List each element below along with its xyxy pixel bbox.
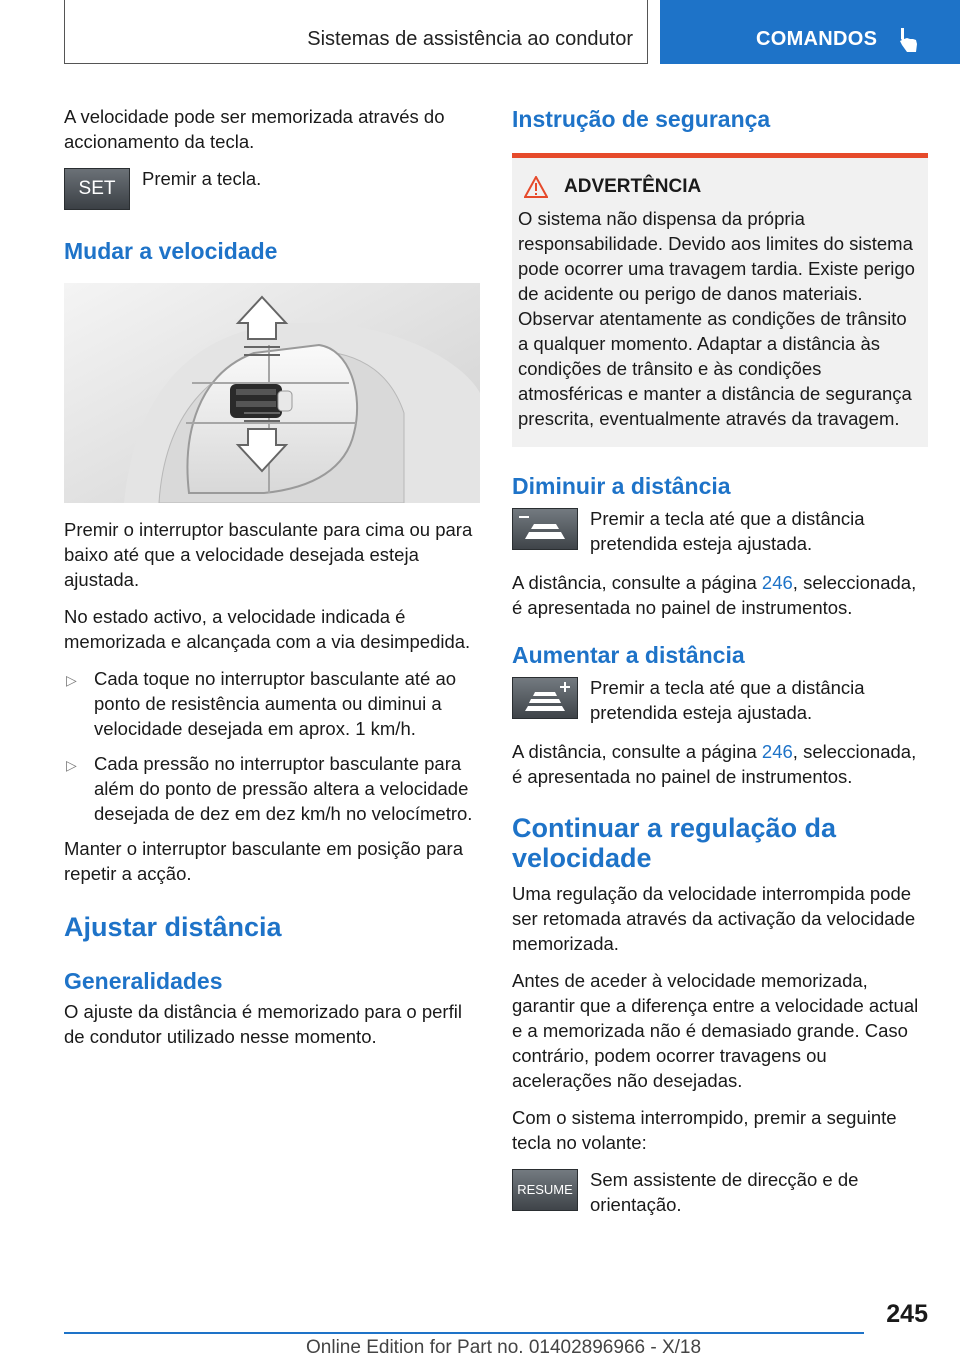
bullet-text: Cada toque no interruptor basculante até ao ponto de resistência aumenta ou diminui a velocidade desejada em aprox. 1 km/h. [94, 668, 457, 739]
decrease-distance-text: Premir a tecla até que a distância pretendida esteja ajustada. [590, 508, 865, 554]
generalidades-text: O ajuste da distância é memorizado para o perfil de condutor utilizado nesse momento. [64, 1001, 462, 1047]
intro-text: A velocidade pode ser memorizada através do accionamento da tecla. [64, 106, 445, 152]
warning-header [518, 176, 920, 198]
continue-text-3: Com o sistema interrompido, premir a seguinte tecla no volante: [512, 1107, 897, 1153]
heading-diminuir-distancia: Diminuir a distância [512, 473, 731, 499]
increase-distance-row [512, 675, 928, 725]
increase-distance-text: Premir a tecla até que a distância pretendida esteja ajustada. [590, 677, 865, 723]
heading-generalidades: Generalidades [64, 968, 223, 994]
decrease-distance-key-icon [512, 508, 578, 550]
page-number: 245 [886, 1300, 928, 1328]
rocker-instruction: Premir o interruptor basculante para cima ou para baixo até que a velocidade desejada esteja ajustada. [64, 519, 473, 590]
speed-bullet-list [64, 666, 480, 826]
increase-ref-prefix: A distância, consulte a página [512, 741, 762, 762]
heading-aumentar-distancia: Aumentar a distância [512, 642, 745, 668]
footer-edition: Online Edition for Part no. 01402896966 - X/18 [306, 1337, 702, 1358]
bullet-triangle-icon: ▷ [66, 757, 77, 773]
decrease-ref-suffix: , seleccionada, é apresentada no painel de instrumentos. [512, 572, 917, 618]
set-key-row [64, 166, 480, 210]
decrease-distance-row [512, 506, 928, 556]
bullet-triangle-icon: ▷ [66, 672, 77, 688]
increase-distance-reference [512, 739, 928, 789]
increase-ref-suffix: , seleccionada, é apresentada no painel de instrumentos. [512, 741, 917, 787]
resume-key-label: RESUME [517, 1182, 573, 1197]
increase-distance-key-icon [512, 677, 578, 719]
header-section-box [64, 0, 648, 64]
page-link-246[interactable]: 246 [761, 572, 793, 593]
set-key-label: SET [78, 178, 116, 199]
heading-instrucao-seguranca: Instrução de segurança [512, 106, 771, 132]
right-column [512, 104, 928, 1231]
bullet-text: Cada pressão no interruptor basculante para além do ponto de pressão altera a velocidade desejada de dez em dez km/h no velocímetro. [94, 753, 473, 824]
resume-key-row [512, 1167, 928, 1217]
resume-key-text: Sem assistente de direcção e de orientação. [590, 1169, 859, 1215]
page-link-246[interactable]: 246 [761, 741, 793, 762]
resume-key-icon [512, 1169, 578, 1211]
warning-text: O sistema não dispensa da própria responsabilidade. Devido aos limites do sistema pode ocorrer uma travagem tardia. Existe perigo de acidente ou perigo de danos materiais. Observar atentamente as condições de trânsito a qualquer momento. Adaptar a distância às condições de trânsito e às condições atmosféricas e manter a distância de segurança prescrita, eventualmente através da travagem. [518, 208, 915, 429]
bullet-item [64, 666, 480, 741]
steering-rocker-illustration [64, 283, 480, 503]
heading-mudar-velocidade: Mudar a velocidade [64, 238, 278, 264]
steering-rocker-photo [64, 283, 480, 503]
set-key-icon [64, 168, 130, 210]
warning-triangle-icon [524, 176, 548, 198]
pointing-hand-icon [898, 26, 920, 56]
bullet-item [64, 751, 480, 826]
decrease-ref-prefix: A distância, consulte a página [512, 572, 762, 593]
warning-box [512, 153, 928, 447]
active-state-text: No estado activo, a velocidade indicada é memorizada e alcançada com a via desimpedida. [64, 606, 471, 652]
warning-title: ADVERTÊNCIA [564, 176, 702, 197]
continue-text-2: Antes de aceder à velocidade memorizada, garantir que a diferença entre a velocidade actual e a memorizada não é demasiado grande. Caso contrário, podem ocorrer travagens ou acelerações não desejadas. [512, 970, 919, 1091]
decrease-distance-reference [512, 570, 928, 620]
footer-divider [64, 1332, 864, 1334]
left-column [64, 104, 480, 1061]
header-chapter-box [660, 0, 960, 64]
continue-text-1: Uma regulação da velocidade interrompida pode ser retomada através da activação da velocidade memorizada. [512, 883, 916, 954]
set-key-text: Premir a tecla. [142, 168, 262, 189]
header-chapter-title: COMANDOS [756, 28, 878, 50]
heading-ajustar-distancia: Ajustar distância [64, 912, 282, 942]
heading-continuar-regulacao: Continuar a regulação da velocidade [512, 813, 837, 873]
hold-rocker-text: Manter o interruptor basculante em posição para repetir a acção. [64, 838, 463, 884]
header-section-title: Sistemas de assistência ao condutor [307, 28, 633, 50]
